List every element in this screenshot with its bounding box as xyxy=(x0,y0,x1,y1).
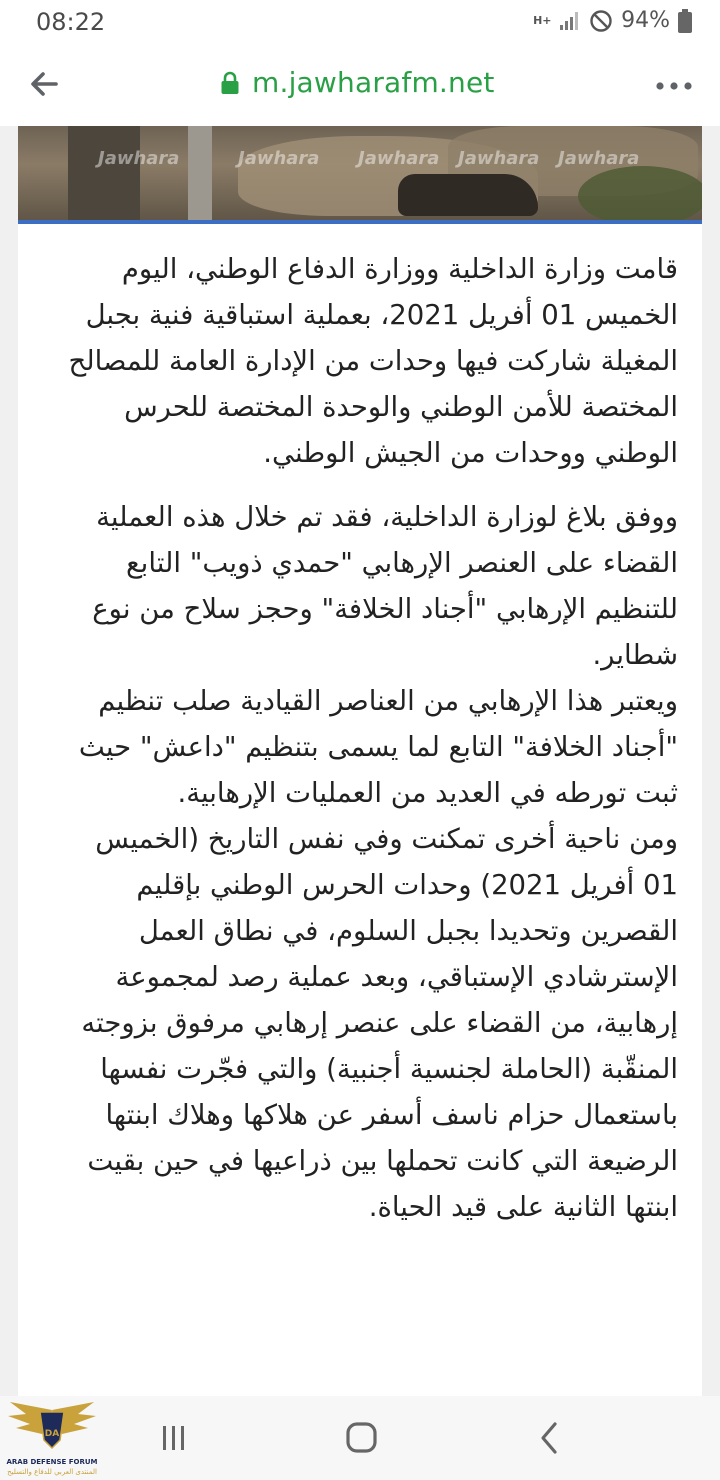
battery-icon xyxy=(678,9,692,33)
article-image xyxy=(18,126,702,222)
status-bar xyxy=(0,0,720,44)
image-watermark: Jawhara xyxy=(98,148,180,169)
more-dots-icon xyxy=(654,66,694,106)
system-nav-bar xyxy=(0,1396,720,1480)
arrow-left-icon xyxy=(24,64,64,104)
image-watermark: Jawhara xyxy=(238,148,320,169)
address-bar[interactable] xyxy=(220,66,495,99)
logo-name: ARAB DEFENSE FORUM xyxy=(6,1458,98,1466)
url-text: m.jawharafm.net xyxy=(252,66,495,99)
article-card xyxy=(18,126,702,1396)
image-watermark: Jawhara xyxy=(358,148,440,169)
article-paragraph: ومن ناحية أخرى تمكنت وفي نفس التاريخ (الخميس 01 أفريل 2021) وحدات الحرس الوطني بإقليم القصرين وتحديدا بجبل السلوم، في نطاق العمل الإسترشادي الإستباقي، وبعد عملية رصد لمجموعة إرهابية، من القضاء على عنصر إرهابي مرفوق بزوجته المنقّبة (الحاملة لجنسية أجنبية) والتي فجّرت نفسها باستعمال حزام ناسف أسفر عن هلاكها وهلاك ابنتها الرضيعة التي كانت تحملها بين ذراعيها في حين بقيت ابنتها الثانية على قيد الحياة. xyxy=(81,823,678,1223)
battery-percent: 94% xyxy=(621,8,670,33)
back-button[interactable] xyxy=(24,64,64,104)
logo-tagline: المنتدى العربي للدفاع والتسليح xyxy=(7,1468,97,1476)
back-nav-button[interactable] xyxy=(520,1418,580,1458)
network-type-icon: H+ xyxy=(533,14,552,27)
logo-letters: DA xyxy=(44,1429,60,1439)
home-icon xyxy=(331,1418,391,1458)
recents-icon xyxy=(144,1418,204,1458)
browser-toolbar xyxy=(0,44,720,127)
eagle-wings-icon xyxy=(0,1398,104,1458)
web-page xyxy=(0,126,720,1396)
lock-icon xyxy=(220,71,240,95)
status-icons xyxy=(533,8,692,33)
image-divider xyxy=(18,220,702,224)
overflow-menu-button[interactable] xyxy=(654,66,694,106)
signal-icon xyxy=(559,11,581,31)
status-time: 08:22 xyxy=(36,8,106,36)
article-paragraph: ويعتبر هذا الإرهابي من العناصر القيادية صلب تنظيم "أجناد الخلافة" التابع لما يسمى بتنظيم "داعش" حيث ثبت تورطه في العديد من العمليات الإرهابية. xyxy=(78,685,678,809)
image-watermark: Jawhara xyxy=(558,148,640,169)
do-not-disturb-icon xyxy=(589,9,613,33)
recents-button[interactable] xyxy=(144,1418,204,1458)
home-button[interactable] xyxy=(331,1418,391,1458)
chevron-left-icon xyxy=(520,1418,580,1458)
article-paragraph: ووفق بلاغ لوزارة الداخلية، فقد تم خلال هذه العملية القضاء على العنصر الإرهابي "حمدي ذويب" التابع للتنظيم الإرهابي "أجناد الخلافة" وحجز سلاح من نوع شطاير. xyxy=(92,501,678,671)
article-paragraph: قامت وزارة الداخلية ووزارة الدفاع الوطني، اليوم الخميس 01 أفريل 2021، بعملية استباقية فنية بجبل المغيلة شاركت فيها وحدات من الإدارة العامة للمصالح المختصة للأمن الوطني والوحدة المختصة للحرس الوطني ووحدات من الجيش الوطني. xyxy=(68,253,678,469)
forum-logo-watermark xyxy=(0,1398,104,1480)
image-watermark: Jawhara xyxy=(458,148,540,169)
article-body xyxy=(52,246,678,1230)
